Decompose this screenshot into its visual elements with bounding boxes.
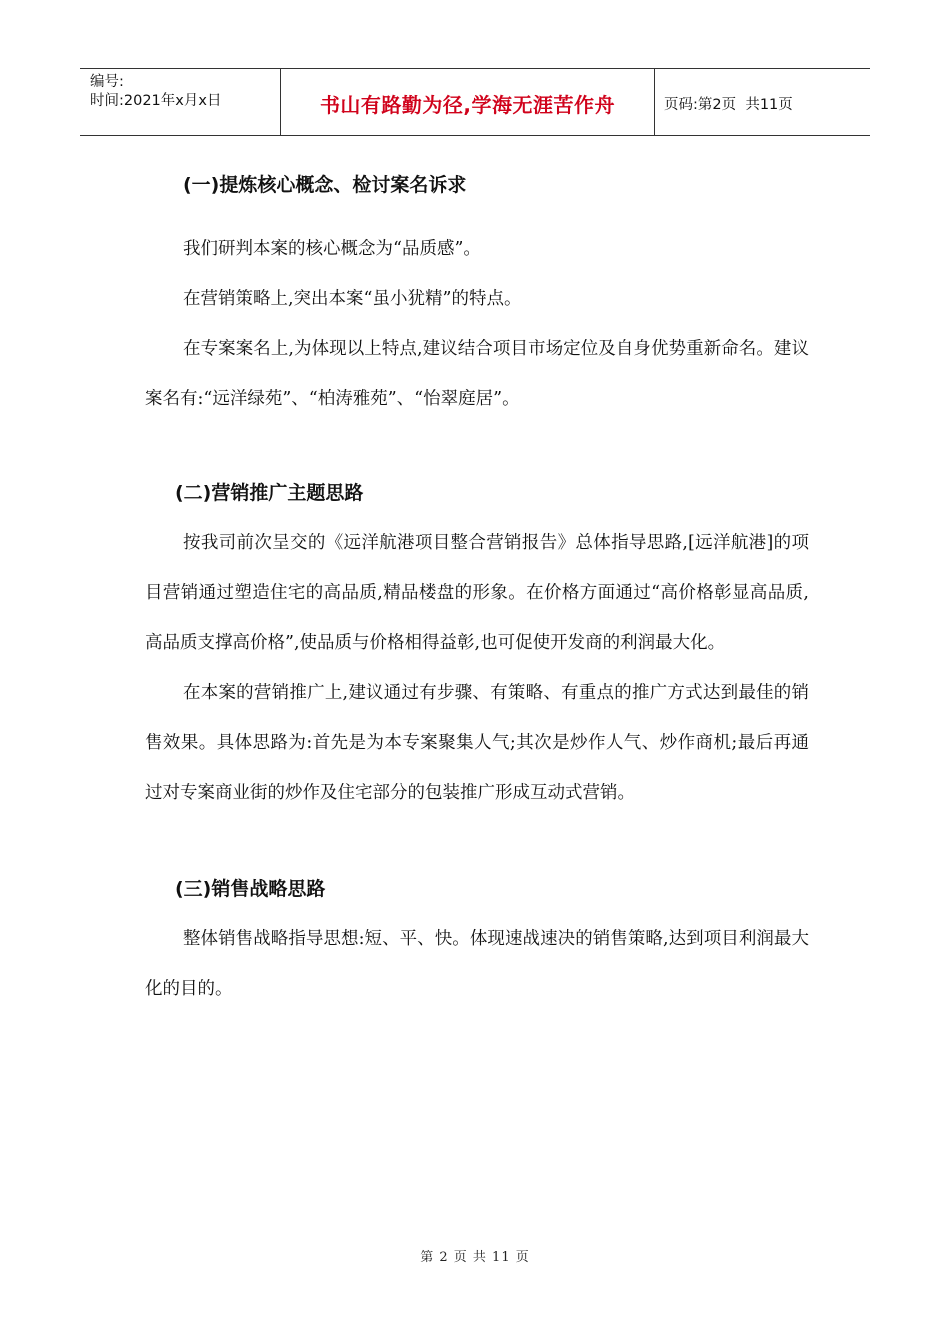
section-title-1: (一)提炼核心概念、检讨案名诉求 [183,174,467,196]
section-1-paragraph-3: 在专案案名上,为体现以上特点,建议结合项目市场定位及自身优势重新命名。建议案名有:“远洋绿苑”、“柏涛雅苑”、“怡翠庭居”。 [145,339,809,409]
motto-text: 书山有路勤为径,学海无涯苦作舟 [319,92,616,117]
section-1-paragraph-1: 我们研判本案的核心概念为“品质感”。 [183,239,481,259]
page-info: 页码:第2页 共11页 [664,96,793,113]
header-motto-cell [281,69,655,135]
number-label: 编号: [90,74,124,90]
header-meta [80,69,281,135]
document-body [145,160,809,1014]
section-2-paragraph-2: 在本案的营销推广上,建议通过有步骤、有策略、有重点的推广方式达到最佳的销售效果。具体思路为:首先是为本专案聚集人气;其次是炒作人气、炒作商机;最后再通过对专案商业街的炒作及住宅部分的包装推广形成互动式营销。 [145,683,809,803]
page-header [80,68,870,136]
section-1-paragraph-2: 在营销策略上,突出本案“虽小犹精”的特点。 [183,289,522,309]
section-title-3: (三)销售战略思路 [175,878,326,900]
section-2-paragraph-1: 按我司前次呈交的《远洋航港项目整合营销报告》总体指导思路,[远洋航港]的项目营销通过塑造住宅的高品质,精品楼盘的形象。在价格方面通过“高价格彰显高品质,高品质支撑高价格”,使品质与价格相得益彰,也可促使开发商的利润最大化。 [145,533,809,653]
section-title-2: (二)营销推广主题思路 [175,482,364,504]
time-label: 时间:2021年x月x日 [90,93,222,109]
section-3-paragraph-1: 整体销售战略指导思想:短、平、快。体现速战速决的销售策略,达到项目利润最大化的目的。 [145,929,809,999]
page-footer: 第 2 页 共 11 页 [420,1250,530,1265]
header-page-info-cell [655,69,870,135]
